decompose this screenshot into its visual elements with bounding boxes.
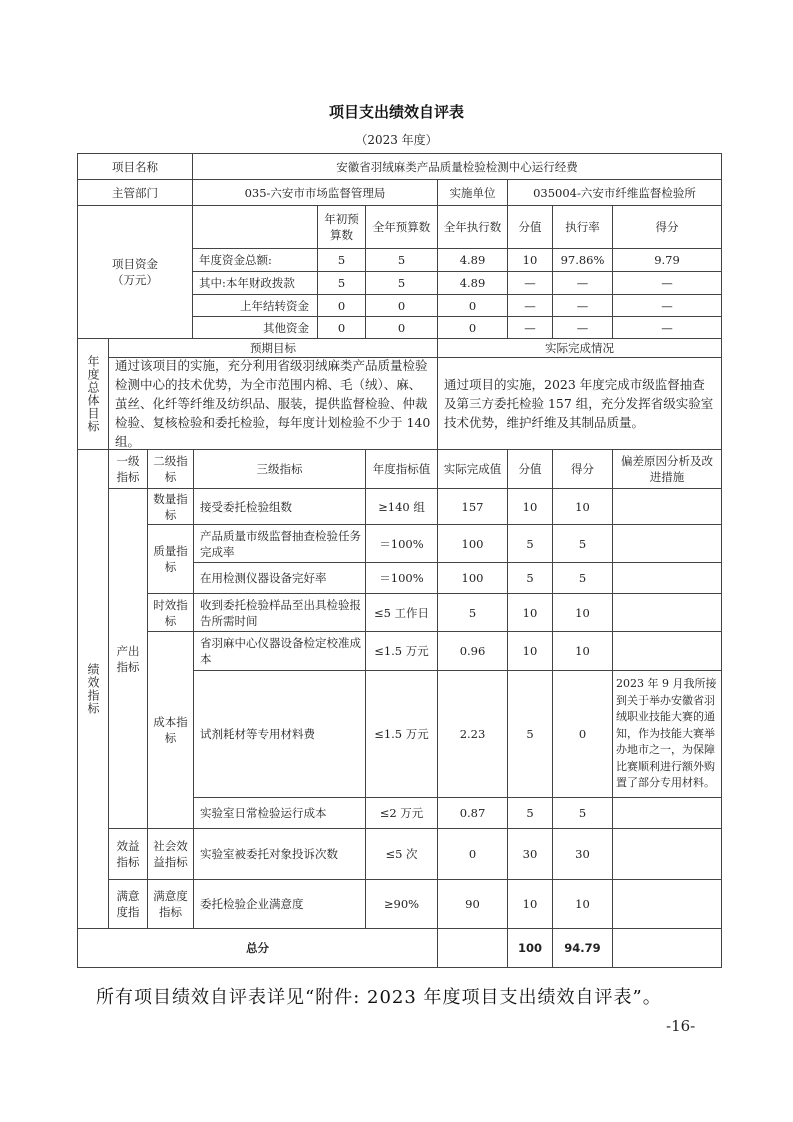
funds-header-annual: 全年预算数 (365, 205, 438, 249)
funds-label (77, 205, 193, 339)
expected-goal-header: 预期目标 (108, 338, 438, 358)
header-target: 年度指标值 (365, 449, 438, 489)
fund-row-name: 上年结转资金 (192, 294, 318, 317)
indicator-name: 委托检验企业满意度 (193, 879, 366, 929)
indicator-score: 0 (552, 670, 613, 798)
fund-row-initial: 5 (317, 271, 366, 295)
indicator-actual: 0.96 (437, 631, 508, 671)
project-name-value: 安徽省羽绒麻类产品质量检验检测中心运行经费 (192, 153, 722, 180)
indicator-weight: 10 (507, 631, 553, 671)
indicator-target: ＝100% (365, 524, 438, 563)
indicator-weight: 10 (507, 593, 553, 632)
total-label: 总分 (77, 928, 438, 968)
header-actual: 实际完成值 (437, 449, 508, 489)
actual-status-header: 实际完成情况 (437, 338, 722, 358)
indicator-actual: 5 (437, 593, 508, 632)
indicator-reason (612, 593, 722, 632)
indicator-target: ≤5 次 (365, 828, 438, 880)
indicator-score: 10 (552, 488, 613, 525)
fund-row-rate: — (552, 316, 613, 339)
fund-row-score: 9.79 (612, 248, 722, 272)
fund-row-name: 其中:本年财政拨款 (192, 271, 318, 295)
indicator-name: 试剂耗材等专用材料费 (193, 670, 366, 798)
funds-header-blank (192, 205, 318, 249)
indicator-weight: 10 (507, 879, 553, 929)
goals-label: 年度总体目标 (77, 338, 109, 450)
indicator-score: 10 (552, 879, 613, 929)
indicator-actual: 0 (437, 828, 508, 880)
fund-row-name: 其他资金 (192, 316, 318, 339)
fund-row-score: — (612, 271, 722, 295)
page-subtitle: （2023 年度） (355, 133, 438, 147)
funds-label-line1: 项目资金 (112, 257, 158, 271)
total-weight: 100 (507, 928, 553, 968)
fund-row-annual: 5 (365, 248, 438, 272)
level1-satisfaction: 满意度指 (108, 879, 148, 929)
funds-header-rate: 执行率 (552, 205, 613, 249)
fund-row-executed: 4.89 (437, 248, 508, 272)
indicator-name: 省羽麻中心仪器设备检定校准成本 (193, 631, 366, 671)
level2-social-benefit: 社会效益指标 (147, 828, 194, 880)
level2-quality: 质量指标 (147, 524, 194, 594)
indicator-actual: 90 (437, 879, 508, 929)
fund-row-rate: — (552, 294, 613, 317)
page-title: 项目支出绩效自评表 (328, 103, 464, 121)
level1-benefit: 效益指标 (108, 828, 148, 880)
indicator-reason (612, 488, 722, 525)
indicator-target: ＝100% (365, 562, 438, 594)
fund-row-name: 年度资金总额: (192, 248, 318, 272)
funds-header-initial: 年初预算数 (317, 205, 366, 249)
indicator-target: ≤1.5 万元 (365, 670, 438, 798)
level2-cost: 成本指标 (147, 631, 194, 829)
funds-header-weight: 分值 (507, 205, 553, 249)
indicator-weight: 5 (507, 524, 553, 563)
header-level3: 三级指标 (193, 449, 366, 489)
fund-row-score: — (612, 316, 722, 339)
indicator-name: 实验室日常检验运行成本 (193, 797, 366, 829)
fund-row-executed: 0 (437, 294, 508, 317)
indicator-target: ≥140 组 (365, 488, 438, 525)
header-level1: 一级指标 (108, 449, 148, 489)
funds-label-line2: （万元） (112, 273, 158, 287)
indicator-actual: 0.87 (437, 797, 508, 829)
level2-quantity: 数量指标 (147, 488, 194, 525)
indicator-target: ≥90% (365, 879, 438, 929)
fund-row-annual: 0 (365, 294, 438, 317)
footer-note: 所有项目绩效自评表详见“附件: 2023 年度项目支出绩效自评表”。 (96, 987, 662, 1008)
indicator-reason (612, 631, 722, 671)
indicator-score: 5 (552, 524, 613, 563)
fund-row-initial: 5 (317, 248, 366, 272)
indicator-weight: 30 (507, 828, 553, 880)
total-reason-blank (612, 928, 722, 968)
indicator-target: ≤1.5 万元 (365, 631, 438, 671)
page-number: -16- (666, 1017, 696, 1035)
fund-row-score: — (612, 294, 722, 317)
indicator-score: 30 (552, 828, 613, 880)
level1-output: 产出指标 (108, 488, 148, 829)
header-reason: 偏差原因分析及改进措施 (612, 449, 722, 489)
indicator-score: 10 (552, 631, 613, 671)
fund-row-weight: — (507, 271, 553, 295)
indicator-reason (612, 879, 722, 929)
fund-row-executed: 0 (437, 316, 508, 339)
indicator-name: 收到委托检验样品至出具检验报告所需时间 (193, 593, 366, 632)
indicator-reason: 2023 年 9 月我所接到关于举办安徽省羽绒职业技能大赛的通知，作为技能大赛举办地市之一，为保障比赛顺利进行额外购置了部分专用材料。 (612, 670, 722, 798)
indicator-name: 在用检测仪器设备完好率 (193, 562, 366, 594)
total-score: 94.79 (552, 928, 613, 968)
total-blank (437, 928, 508, 968)
indicator-weight: 5 (507, 797, 553, 829)
funds-header-executed: 全年执行数 (437, 205, 508, 249)
fund-row-annual: 0 (365, 316, 438, 339)
impl-unit-value: 035004-六安市纤维监督检验所 (507, 179, 722, 206)
fund-row-rate: 97.86% (552, 248, 613, 272)
project-name-label: 项目名称 (77, 153, 193, 180)
header-weight: 分值 (507, 449, 553, 489)
level2-satisfaction: 满意度指标 (147, 879, 194, 929)
fund-row-weight: — (507, 294, 553, 317)
indicator-score: 10 (552, 593, 613, 632)
indicator-actual: 100 (437, 562, 508, 594)
indicator-target: ≤5 工作日 (365, 593, 438, 632)
header-score: 得分 (552, 449, 613, 489)
fund-row-initial: 0 (317, 316, 366, 339)
fund-row-rate: — (552, 271, 613, 295)
actual-status-text: 通过项目的实施，2023 年度完成市级监督抽查及第三方委托检验 157 组，充分发挥省级实验室技术优势，维护纤维及其制品质量。 (437, 357, 722, 450)
indicator-weight: 5 (507, 670, 553, 798)
impl-unit-label: 实施单位 (437, 179, 508, 206)
indicator-weight: 5 (507, 562, 553, 594)
dept-label: 主管部门 (77, 179, 193, 206)
indicator-score: 5 (552, 797, 613, 829)
indicator-name: 实验室被委托对象投诉次数 (193, 828, 366, 880)
indicator-name: 接受委托检验组数 (193, 488, 366, 525)
indicator-actual: 100 (437, 524, 508, 563)
indicator-name: 产品质量市级监督抽查检验任务完成率 (193, 524, 366, 563)
expected-goal-text: 通过该项目的实施，充分利用省级羽绒麻类产品质量检验检测中心的技术优势，为全市范围内棉、毛（绒）、麻、茧丝、化纤等纤维及纺织品、服装，提供监督检验、仲裁检验、复核检验和委托检验，每年度计划检验不少于 140 组。 (108, 357, 438, 450)
indicator-actual: 157 (437, 488, 508, 525)
level2-timeliness: 时效指标 (147, 593, 194, 632)
indicators-section-label: 绩效指标 (77, 449, 109, 929)
indicator-reason (612, 828, 722, 880)
fund-row-executed: 4.89 (437, 271, 508, 295)
indicator-actual: 2.23 (437, 670, 508, 798)
fund-row-weight: — (507, 316, 553, 339)
fund-row-annual: 5 (365, 271, 438, 295)
indicator-reason (612, 562, 722, 594)
fund-row-initial: 0 (317, 294, 366, 317)
indicator-reason (612, 797, 722, 829)
header-level2: 二级指标 (147, 449, 194, 489)
funds-header-score: 得分 (612, 205, 722, 249)
indicator-score: 5 (552, 562, 613, 594)
fund-row-weight: 10 (507, 248, 553, 272)
indicator-target: ≤2 万元 (365, 797, 438, 829)
indicator-weight: 10 (507, 488, 553, 525)
indicator-reason (612, 524, 722, 563)
dept-value: 035-六安市市场监督管理局 (192, 179, 438, 206)
